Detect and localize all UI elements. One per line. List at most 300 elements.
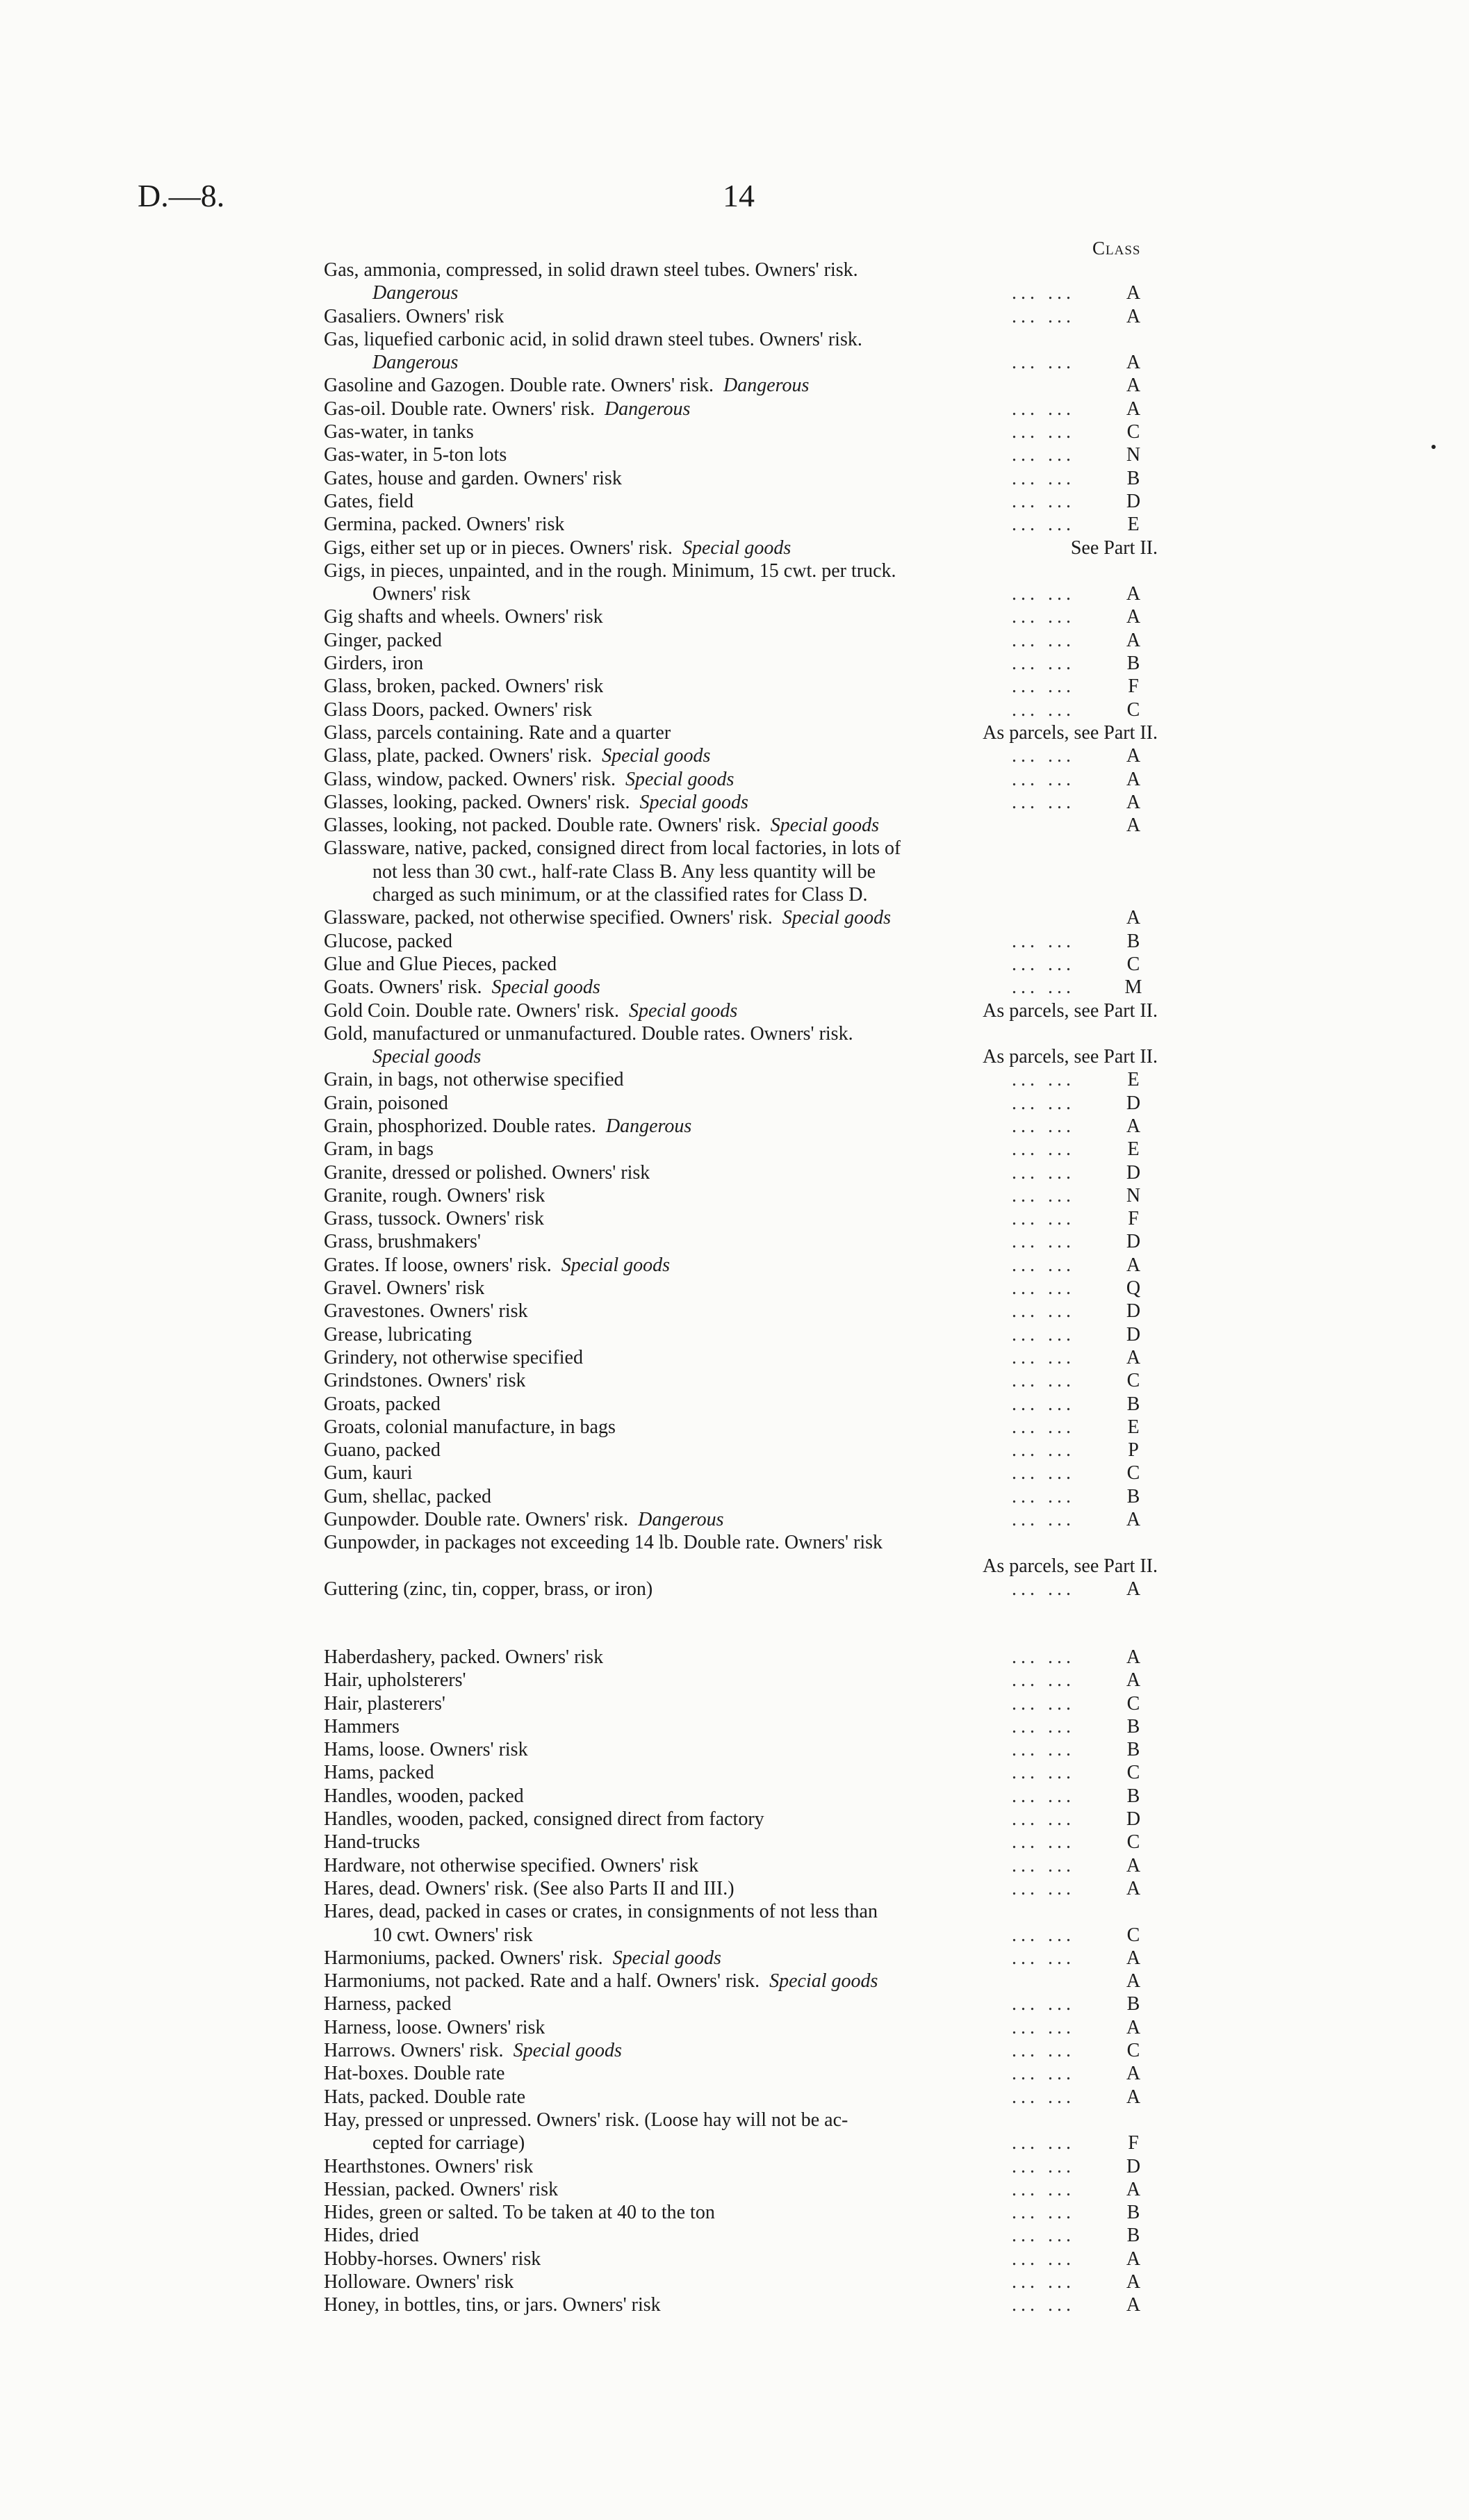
table-row [324, 328, 1158, 351]
class-letter: A [1126, 2248, 1141, 2270]
entry-description [324, 1323, 472, 1346]
dot-leader: ... ... [1012, 2040, 1075, 2062]
entry-text: Grates. If loose, owners' risk. [324, 1254, 552, 1276]
entry-description [324, 2109, 848, 2132]
entry-description [324, 1485, 491, 1508]
class-letter: A [1126, 305, 1141, 327]
table-row [324, 860, 1158, 883]
dot-leader: ... ... [1012, 1254, 1075, 1276]
table-row [324, 1115, 1158, 1138]
entry-description [324, 351, 458, 374]
dot-leader: ... ... [1012, 1138, 1075, 1161]
table-row [324, 675, 1158, 698]
entry-description [324, 1439, 441, 1462]
dot-leader: ... ... [1012, 953, 1075, 975]
entry-text: Handles, wooden, packed [324, 1785, 524, 1807]
table-row [324, 2062, 1158, 2085]
class-letter: A [1126, 282, 1141, 304]
table-row [324, 467, 1158, 490]
class-reference: As parcels, see Part II. [983, 1555, 1158, 1577]
dot-leader: ... ... [1012, 1393, 1075, 1415]
entry-text: Glass, broken, packed. Owners' risk [324, 676, 604, 698]
entry-note: Special goods [491, 976, 600, 999]
class-letter: C [1126, 1462, 1140, 1484]
dot-leader: ... ... [1012, 1346, 1075, 1368]
class-letter: C [1126, 1692, 1140, 1715]
table-row [324, 398, 1158, 420]
table-row [324, 1715, 1158, 1738]
entry-text: Guano, packed [324, 1439, 441, 1462]
class-letter: A [1126, 907, 1141, 929]
dot-leader: ... ... [1012, 1924, 1075, 1946]
class-letter: A [1126, 768, 1141, 790]
table-row [324, 1808, 1158, 1831]
table-row [324, 490, 1158, 513]
table-row [324, 698, 1158, 721]
entry-text: Hearthstones. Owners' risk [324, 2155, 534, 2177]
entry-text: Hats, packed. Double rate [324, 2086, 525, 2108]
class-reference: As parcels, see Part II. [983, 1046, 1158, 1068]
class-letter: E [1127, 1069, 1140, 1091]
dot-leader: ... ... [1012, 1831, 1075, 1854]
entry-text: Hams, loose. Owners' risk [324, 1739, 528, 1761]
entry-description [324, 1230, 481, 1253]
entry-text: Hammers [324, 1715, 400, 1737]
dot-leader: ... ... [1012, 1785, 1075, 1807]
entry-text: Hay, pressed or unpressed. Owners' risk. (Loose hay will not be ac- [324, 2109, 848, 2131]
table-row [324, 1254, 1158, 1277]
entry-description [324, 1578, 653, 1601]
entry-text: Grindstones. Owners' risk [324, 1370, 526, 1392]
entry-description [324, 791, 748, 814]
class-letter: A [1126, 2178, 1141, 2200]
table-row [324, 1439, 1158, 1462]
entry-text: Gold, manufactured or unmanufactured. Double rates. Owners' risk. [324, 1022, 853, 1045]
entry-description [324, 443, 507, 466]
class-letter: M [1124, 976, 1142, 999]
class-letter: B [1126, 2202, 1140, 2224]
entry-text: Hares, dead, packed in cases or crates, in consignments of not less than [324, 1901, 878, 1923]
dot-leader: ... ... [1012, 2248, 1075, 2270]
entry-description [324, 1993, 451, 2015]
entry-text: Hides, dried [324, 2225, 419, 2247]
italic-text: Special goods [372, 1046, 482, 1068]
table-row [324, 1092, 1158, 1115]
entry-description [324, 1692, 445, 1715]
entry-description [324, 837, 901, 860]
entry-description [324, 1462, 413, 1484]
entry-text: Gigs, in pieces, unpainted, and in the rough. Minimum, 15 cwt. per truck. [324, 559, 896, 582]
entry-text: Gates, field [324, 490, 414, 512]
dot-leader: ... ... [1012, 1692, 1075, 1715]
entry-description [324, 374, 809, 397]
entry-description [324, 1738, 528, 1761]
entry-description [324, 1161, 650, 1184]
table-row [324, 2178, 1158, 2201]
entry-text: Honey, in bottles, tins, or jars. Owners' risk [324, 2294, 661, 2316]
dot-leader: ... ... [1012, 2155, 1075, 2177]
entry-text: Hair, plasterers' [324, 1692, 445, 1715]
table-row [324, 976, 1158, 999]
entry-description [324, 1831, 420, 1854]
class-letter: A [1126, 1578, 1141, 1600]
class-letter: D [1126, 1808, 1141, 1831]
entry-text: Gunpowder. Double rate. Owners' risk. [324, 1509, 629, 1531]
entry-note: Special goods [628, 999, 738, 1022]
class-letter: C [1126, 2040, 1140, 2062]
table-row [324, 1393, 1158, 1416]
entry-description [324, 1900, 878, 1923]
entry-text: Harmoniums, not packed. Rate and a half. Owners' risk. [324, 1970, 760, 1993]
entry-text: Hardware, not otherwise specified. Owners' risk [324, 1854, 699, 1876]
dot-leader: ... ... [1012, 282, 1075, 304]
entry-description [324, 1369, 525, 1392]
entry-description [324, 652, 423, 675]
dot-leader: ... ... [1012, 421, 1075, 443]
dot-leader: ... ... [1012, 1300, 1075, 1323]
table-row [324, 814, 1158, 837]
entry-text: Guttering (zinc, tin, copper, brass, or iron) [324, 1578, 653, 1600]
entry-text: Gasoline and Gazogen. Double rate. Owners' risk. [324, 375, 714, 397]
dot-leader: ... ... [1012, 698, 1075, 721]
table-row [324, 1854, 1158, 1877]
entry-note: Dangerous [604, 398, 691, 420]
class-letter: A [1126, 745, 1141, 767]
class-letter: A [1126, 1254, 1141, 1276]
entry-text: Gas, liquefied carbonic acid, in solid drawn steel tubes. Owners' risk. [324, 328, 862, 350]
table-row [324, 1184, 1158, 1207]
entry-description [324, 537, 791, 559]
entry-text: Gravel. Owners' risk [324, 1277, 485, 1300]
entry-text: Handles, wooden, packed, consigned direct from factory [324, 1808, 764, 1831]
class-reference: See Part II. [1070, 537, 1158, 559]
entry-description [324, 1184, 545, 1207]
table-row [324, 2155, 1158, 2178]
table-row [324, 791, 1158, 814]
section-h-entries [324, 1646, 1158, 2317]
entry-text: Hides, green or salted. To be taken at 40 to the ton [324, 2202, 715, 2224]
entry-text: Grindery, not otherwise specified [324, 1346, 583, 1368]
dot-leader: ... ... [1012, 1184, 1075, 1206]
table-row [324, 1485, 1158, 1508]
entry-text: Hair, upholsterers' [324, 1669, 466, 1692]
entry-description [324, 1300, 528, 1323]
class-letter: A [1126, 1346, 1141, 1368]
table-row [324, 2293, 1158, 2316]
entry-text: Glass, parcels containing. Rate and a quarter [324, 721, 671, 744]
page-reference: D.—8. [138, 178, 225, 213]
entry-note: Special goods [769, 1970, 878, 1993]
entry-description [324, 999, 737, 1022]
entry-note: Special goods [625, 768, 734, 790]
entry-text: Grain, phosphorized. Double rates. [324, 1115, 596, 1137]
entry-description [324, 675, 603, 698]
dot-leader: ... ... [1012, 1877, 1075, 1899]
dot-leader: ... ... [1012, 1115, 1075, 1137]
entry-note: Special goods [782, 907, 892, 929]
dot-leader: ... ... [1012, 1323, 1075, 1345]
table-row [324, 1924, 1158, 1947]
entry-description [324, 513, 564, 536]
class-letter: A [1126, 1854, 1141, 1876]
entry-description [324, 467, 622, 490]
dot-leader: ... ... [1012, 1231, 1075, 1253]
dot-leader: ... ... [1012, 1277, 1075, 1300]
entry-text: Girders, iron [324, 653, 424, 675]
entry-description [324, 1115, 691, 1138]
entry-text: Gram, in bags [324, 1138, 434, 1161]
table-row [324, 1230, 1158, 1253]
dot-leader: ... ... [1012, 1808, 1075, 1831]
table-row [324, 1531, 1158, 1554]
entry-description [324, 420, 474, 443]
table-row [324, 744, 1158, 767]
table-row [324, 1068, 1158, 1091]
entry-description [324, 768, 734, 791]
class-letter: A [1126, 1509, 1141, 1531]
class-letter: Q [1126, 1277, 1141, 1300]
italic-text: Dangerous [372, 352, 459, 374]
entry-text: charged as such minimum, or at the classified rates for Class D. [372, 884, 868, 906]
dot-leader: ... ... [1012, 629, 1075, 651]
table-row [324, 1947, 1158, 1970]
dot-leader: ... ... [1012, 1739, 1075, 1761]
entry-text: Granite, rough. Owners' risk [324, 1184, 545, 1206]
dot-leader: ... ... [1012, 1416, 1075, 1438]
entry-text: Gates, house and garden. Owners' risk [324, 467, 622, 489]
entry-description [324, 629, 442, 652]
entry-description [324, 2132, 525, 2154]
dot-leader: ... ... [1012, 305, 1075, 327]
entry-description [324, 490, 413, 513]
table-row [324, 1738, 1158, 1761]
class-letter: E [1127, 1138, 1140, 1161]
entry-note: Dangerous [605, 1115, 692, 1137]
class-letter: C [1126, 421, 1140, 443]
dot-leader: ... ... [1012, 606, 1075, 628]
class-letter: A [1126, 2271, 1141, 2293]
table-row [324, 2201, 1158, 2224]
entry-description [324, 2248, 541, 2271]
class-letter: A [1126, 1970, 1141, 1993]
entry-note: Dangerous [723, 375, 810, 397]
entry-description [324, 328, 862, 351]
dot-leader: ... ... [1012, 976, 1075, 999]
class-letter: A [1126, 1947, 1141, 1969]
entry-description [324, 1947, 721, 1970]
dot-leader: ... ... [1012, 1485, 1075, 1507]
dot-leader: ... ... [1012, 2202, 1075, 2224]
table-row [324, 1161, 1158, 1184]
entry-text: Granite, dressed or polished. Owners' risk [324, 1161, 650, 1184]
class-letter: A [1126, 2086, 1141, 2108]
entry-text: Gig shafts and wheels. Owners' risk [324, 606, 603, 628]
class-letter: F [1128, 676, 1139, 698]
entry-description [324, 1045, 481, 1068]
class-letter: B [1126, 1715, 1140, 1737]
entry-description [324, 2224, 419, 2247]
dot-leader: ... ... [1012, 2132, 1075, 2154]
entry-text: Glasses, looking, packed. Owners' risk. [324, 791, 630, 813]
dot-leader: ... ... [1012, 2086, 1075, 2108]
dot-leader: ... ... [1012, 467, 1075, 489]
entry-text: Gas, ammonia, compressed, in solid drawn steel tubes. Owners' risk. [324, 259, 858, 281]
table-row [324, 281, 1158, 304]
entry-description [324, 814, 879, 837]
entry-note: Special goods [612, 1947, 721, 1969]
ink-speck [1431, 445, 1436, 449]
dot-leader: ... ... [1012, 352, 1075, 374]
entry-description [324, 976, 600, 999]
entry-text: Hobby-horses. Owners' risk [324, 2248, 541, 2270]
dot-leader: ... ... [1012, 930, 1075, 952]
entry-description [324, 1669, 466, 1692]
class-letter: A [1126, 2063, 1141, 2085]
table-row [324, 1346, 1158, 1369]
table-row [324, 305, 1158, 328]
dot-leader: ... ... [1012, 1993, 1075, 2015]
class-reference: As parcels, see Part II. [983, 721, 1158, 744]
entry-description [324, 1207, 544, 1230]
class-letter: P [1128, 1439, 1139, 1462]
entry-text: Gravestones. Owners' risk [324, 1300, 528, 1323]
table-row [324, 1555, 1158, 1578]
table-row [324, 605, 1158, 628]
table-row [324, 1692, 1158, 1715]
dot-leader: ... ... [1012, 745, 1075, 767]
dot-leader: ... ... [1012, 676, 1075, 698]
entry-description [324, 1416, 616, 1439]
class-letter: N [1126, 444, 1141, 466]
table-row [324, 1646, 1158, 1669]
entry-note: Special goods [561, 1254, 671, 1276]
class-letter: A [1126, 2294, 1141, 2316]
entry-description [324, 1508, 724, 1531]
table-row [324, 537, 1158, 559]
entry-text: Germina, packed. Owners' risk [324, 514, 565, 536]
entry-description [324, 1646, 603, 1669]
class-letter: C [1126, 698, 1140, 721]
entry-description [324, 2178, 558, 2201]
entry-text: Gum, shellac, packed [324, 1485, 492, 1507]
class-letter: A [1126, 629, 1141, 651]
entry-note: Special goods [639, 791, 748, 813]
section-g-entries [324, 259, 1158, 1601]
entry-description [324, 1068, 624, 1091]
entry-text: Hares, dead. Owners' risk. (See also Parts II and III.) [324, 1877, 734, 1899]
dot-leader: ... ... [1012, 1462, 1075, 1484]
table-row [324, 582, 1158, 605]
class-letter: D [1126, 1231, 1141, 1253]
entry-description [324, 1761, 434, 1784]
class-letter: A [1126, 1669, 1141, 1692]
dot-leader: ... ... [1012, 1762, 1075, 1784]
table-row [324, 652, 1158, 675]
class-letter: F [1128, 1208, 1139, 1230]
entry-description [324, 259, 858, 281]
entry-description [324, 698, 592, 721]
entry-description [324, 860, 876, 883]
entry-text: Goats. Owners' risk. [324, 976, 482, 999]
table-row [324, 443, 1158, 466]
entry-description [324, 1346, 583, 1369]
class-letter: B [1126, 653, 1140, 675]
dot-leader: ... ... [1012, 1715, 1075, 1737]
entry-description [324, 559, 896, 582]
dot-leader: ... ... [1012, 1854, 1075, 1876]
class-letter: B [1126, 1393, 1140, 1415]
class-letter: A [1126, 606, 1141, 628]
entry-text: Hand-trucks [324, 1831, 420, 1854]
entry-description [324, 2271, 514, 2293]
entry-text: Grass, brushmakers' [324, 1231, 481, 1253]
page-number: 14 [723, 178, 755, 213]
table-row [324, 1277, 1158, 1300]
class-letter: C [1126, 1831, 1140, 1854]
dot-leader: ... ... [1012, 653, 1075, 675]
entry-text: Haberdashery, packed. Owners' risk [324, 1646, 604, 1668]
entry-description [324, 906, 891, 929]
entry-text: Gunpowder, in packages not exceeding 14 lb. Double rate. Owners' risk [324, 1532, 883, 1554]
dot-leader: ... ... [1012, 2271, 1075, 2293]
entry-description [324, 1924, 533, 1947]
entry-text: Hams, packed [324, 1762, 434, 1784]
dot-leader: ... ... [1012, 768, 1075, 790]
entry-description [324, 1277, 484, 1300]
entry-text: Grain, poisoned [324, 1092, 448, 1114]
entry-description [324, 2039, 622, 2062]
dot-leader: ... ... [1012, 490, 1075, 512]
table-row [324, 721, 1158, 744]
table-row [324, 1831, 1158, 1854]
entry-description [324, 1877, 734, 1900]
entry-description [324, 721, 671, 744]
entry-description [324, 883, 868, 906]
class-letter: A [1126, 398, 1141, 420]
entry-description [324, 2062, 504, 2085]
table-row [324, 930, 1158, 953]
dot-leader: ... ... [1012, 1669, 1075, 1692]
entry-description [324, 1785, 524, 1808]
class-letter: E [1127, 1416, 1140, 1438]
class-letter: A [1126, 791, 1141, 813]
class-letter: D [1126, 1161, 1141, 1184]
class-reference: As parcels, see Part II. [983, 999, 1158, 1022]
table-row [324, 1578, 1158, 1601]
entry-text: Harness, packed [324, 1993, 452, 2015]
table-row [324, 1900, 1158, 1923]
entry-description [324, 1808, 764, 1831]
dot-leader: ... ... [1012, 1370, 1075, 1392]
dot-leader: ... ... [1012, 791, 1075, 813]
table-row [324, 1207, 1158, 1230]
table-row [324, 1369, 1158, 1392]
entry-text: Groats, packed [324, 1393, 441, 1415]
class-letter: A [1126, 1646, 1141, 1668]
entry-text: Grass, tussock. Owners' risk [324, 1208, 544, 1230]
entry-text: Harmoniums, packed. Owners' risk. [324, 1947, 603, 1969]
table-row [324, 1462, 1158, 1484]
entry-description [324, 398, 690, 420]
table-row [324, 1669, 1158, 1692]
class-letter: C [1126, 953, 1140, 975]
dot-leader: ... ... [1012, 2294, 1075, 2316]
table-row [324, 837, 1158, 860]
table-row [324, 1138, 1158, 1161]
table-row [324, 1785, 1158, 1808]
entry-text: Glassware, native, packed, consigned direct from local factories, in lots of [324, 837, 901, 860]
entry-text: Harness, loose. Owners' risk [324, 2016, 545, 2038]
